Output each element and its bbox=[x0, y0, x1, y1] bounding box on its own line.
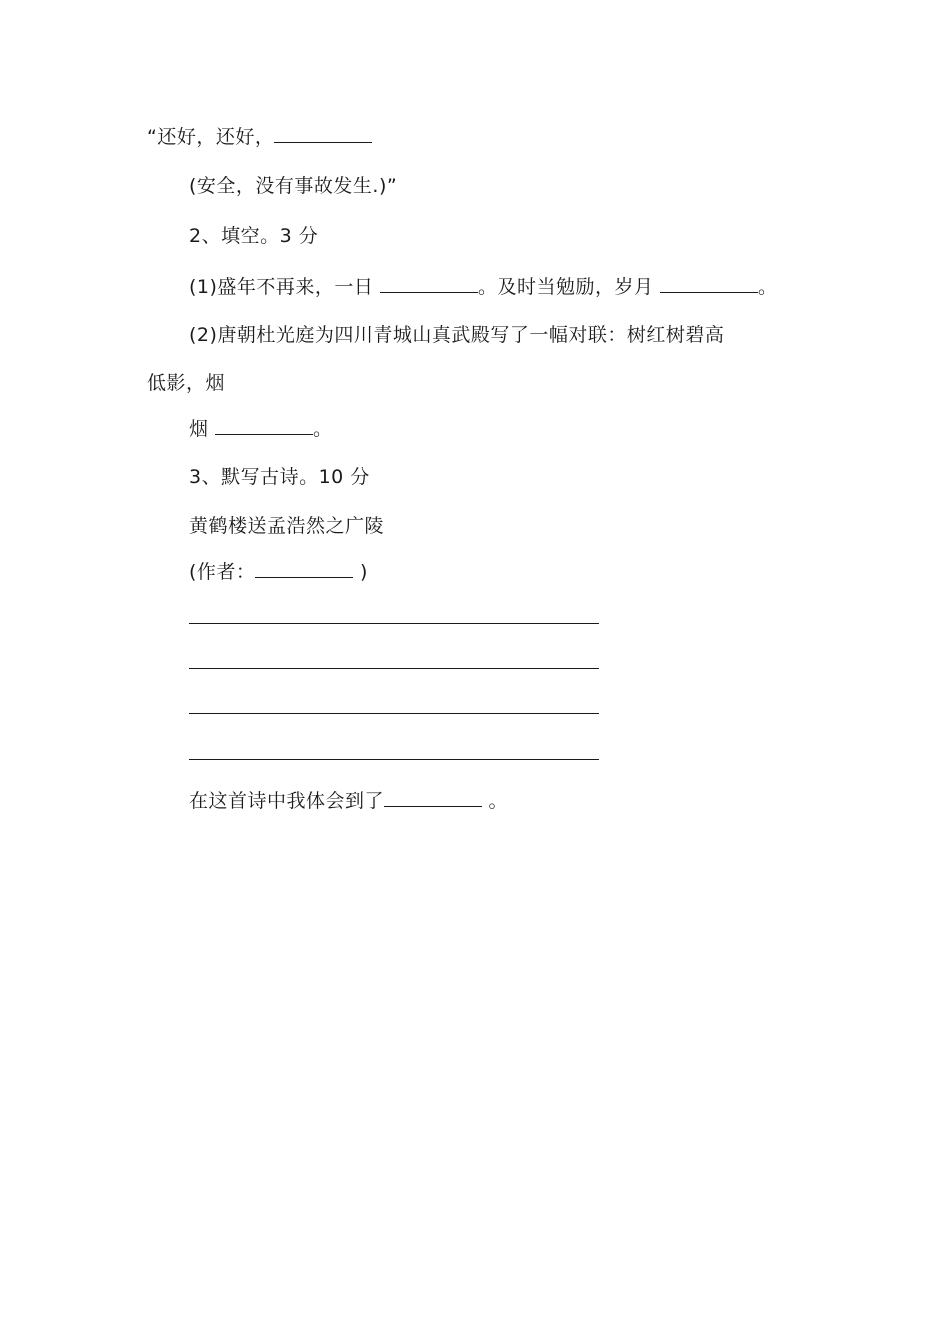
answer-blank[interactable] bbox=[215, 416, 313, 435]
answer-blank[interactable] bbox=[380, 274, 478, 293]
author-blank[interactable] bbox=[255, 559, 353, 578]
q2-heading: 2、填空。3 分 bbox=[189, 225, 319, 247]
q2-item2-line3-suffix: 。 bbox=[313, 418, 333, 440]
poem-line-blank[interactable] bbox=[189, 741, 599, 760]
q3-heading: 3、默写古诗。10 分 bbox=[189, 466, 370, 488]
q2-item2-line1: (2)唐朝杜光庭为四川青城山真武殿写了一幅对联：树红树碧高 bbox=[189, 324, 725, 346]
q2-item1-part1: (1)盛年不再来，一日 bbox=[189, 276, 380, 298]
poem-line-blank-2[interactable] bbox=[189, 650, 599, 675]
answer-blank[interactable] bbox=[660, 274, 758, 293]
answer-blank[interactable] bbox=[274, 124, 372, 143]
q3-closing-line bbox=[189, 788, 508, 813]
q1-tail-text: “还好，还好， bbox=[147, 126, 275, 148]
poem-author-line bbox=[189, 559, 368, 584]
q2-item2-line2: 低影，烟 bbox=[147, 372, 226, 394]
answer-blank[interactable] bbox=[384, 788, 482, 807]
poem-line-blank[interactable] bbox=[189, 650, 599, 669]
poem-line-blank-4[interactable] bbox=[189, 741, 599, 766]
poem-title: 黄鹤楼送孟浩然之广陵 bbox=[189, 515, 385, 537]
poem-line-blank[interactable] bbox=[189, 695, 599, 714]
q2-item1-part3: 。 bbox=[758, 276, 778, 298]
q2-item1 bbox=[189, 274, 778, 299]
q2-item2-line3-prefix: 烟 bbox=[189, 418, 216, 440]
poem-line-blank[interactable] bbox=[189, 605, 599, 624]
q2-item2-line3 bbox=[189, 416, 333, 441]
poem-line-blank-1[interactable] bbox=[189, 605, 599, 630]
author-prefix: (作者： bbox=[189, 561, 256, 583]
q2-item1-part2: 。及时当勉励，岁月 bbox=[477, 276, 661, 298]
q1-tail-line1 bbox=[147, 124, 372, 149]
closing-prefix: 在这首诗中我体会到了 bbox=[189, 790, 385, 812]
closing-suffix: 。 bbox=[482, 790, 509, 812]
poem-line-blank-3[interactable] bbox=[189, 695, 599, 720]
author-suffix: ) bbox=[353, 561, 368, 583]
q1-tail-line2: (安全，没有事故发生.)” bbox=[189, 175, 398, 197]
